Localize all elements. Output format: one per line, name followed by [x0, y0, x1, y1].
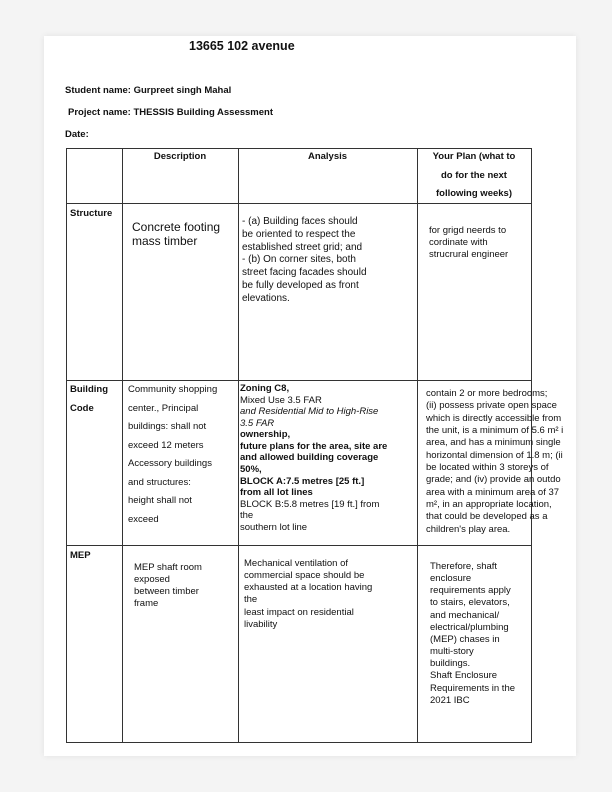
text-line: enclosure — [430, 573, 472, 585]
text-line: between timber — [134, 586, 199, 598]
header-plan — [417, 148, 531, 204]
text-line: that could be developed as a — [426, 511, 548, 523]
text-line: and structures: — [128, 476, 191, 488]
text-line: m², in an appropriate location, — [426, 499, 552, 511]
header-analysis: Analysis — [307, 151, 348, 162]
text-line: Shaft Enclosure — [430, 670, 498, 682]
text-line: to stairs, elevators, — [430, 597, 510, 609]
text-line: (ii) possess private open space — [426, 400, 557, 412]
text-line: exposed — [134, 574, 170, 586]
row-divider — [66, 545, 532, 546]
col-divider — [417, 148, 418, 743]
text-line: be oriented to respect the — [242, 228, 356, 240]
structure-description — [132, 220, 236, 249]
mep-plan — [430, 561, 530, 707]
structure-analysis — [242, 216, 414, 306]
text-line: exceed 12 meters — [128, 439, 204, 451]
text-line: area with a minimum area of 37 — [426, 486, 560, 498]
text-line: commercial space should be — [244, 570, 365, 582]
text-line: street facing facades should — [242, 267, 367, 279]
text-line: mass timber — [132, 234, 198, 249]
building-code-plan — [426, 388, 564, 536]
zoning-label: Zoning C8, — [240, 383, 290, 394]
text-line: future plans for the area, site are — [240, 440, 388, 452]
text-line: Mechanical ventilation of — [244, 558, 349, 569]
mep-analysis — [244, 558, 414, 631]
text-line: BLOCK A:7.5 metres [25 ft.] — [240, 475, 365, 487]
text-line: and allowed building coverage — [240, 452, 379, 464]
col-divider — [122, 148, 123, 743]
text-line: least impact on residential — [244, 606, 354, 618]
text-line: BLOCK B:5.8 metres [19 ft.] from — [240, 498, 380, 510]
row-label-building-code — [70, 381, 108, 418]
table-border-left — [66, 148, 67, 743]
text-line: exhausted at a location having — [244, 582, 373, 594]
text-line: buildings. — [430, 658, 471, 670]
header-plan-line: following weeks) — [435, 188, 512, 200]
col-divider — [238, 148, 239, 743]
text-line: Accessory buildings — [128, 458, 212, 470]
text-line: Mixed Use 3.5 FAR — [240, 394, 322, 406]
text-line: exceed — [128, 513, 159, 525]
text-line: - (b) On corner sites, both — [242, 254, 356, 266]
text-line: which is directly accessible from — [426, 412, 562, 424]
text-line: - (a) Building faces should — [242, 216, 358, 227]
text-line: Code — [70, 402, 94, 414]
date-label: Date: — [65, 129, 89, 140]
text-line: children's play area. — [426, 523, 511, 535]
text-line: 50%, — [240, 464, 262, 476]
text-line: cordinate with — [429, 237, 488, 249]
header-plan-line: Your Plan (what to — [432, 151, 516, 162]
header-plan-line: do for the next — [441, 169, 507, 181]
structure-plan — [429, 225, 529, 261]
text-line: Requirements in the — [430, 682, 516, 694]
text-line: 2021 IBC — [430, 694, 470, 706]
text-line: southern lot line — [240, 521, 308, 533]
text-line: be located within 3 storeys of — [426, 462, 549, 474]
building-code-description — [128, 381, 238, 529]
mep-description — [134, 562, 234, 611]
text-line: established street grid; and — [242, 241, 363, 253]
text-line: livability — [244, 618, 278, 630]
row-label-structure: Structure — [70, 208, 113, 219]
text-line: the unit, is a minimum of 5.6 m² i — [426, 425, 564, 437]
text-line: ownership, — [240, 429, 291, 441]
text-line: the — [240, 510, 254, 522]
text-line: from all lot lines — [240, 487, 313, 499]
text-line: requirements apply — [430, 585, 511, 597]
text-line: height shall not — [128, 495, 192, 507]
text-line: horizontal dimension of 1.8 m; (ii — [426, 449, 563, 461]
text-line: strucrural engineer — [429, 249, 509, 261]
text-line: Concrete footing — [132, 220, 221, 234]
text-line: multi-story — [430, 646, 474, 658]
header-description: Description — [153, 151, 207, 162]
project-name: Project name: THESSIS Building Assessment — [68, 107, 274, 118]
text-line: (MEP) chases in — [430, 633, 500, 645]
document-page — [44, 36, 576, 756]
text-line: area, and has a minimum single — [426, 437, 561, 449]
text-line: MEP shaft room — [134, 562, 202, 573]
text-line: buildings: shall not — [128, 421, 207, 433]
document-title: 13665 102 avenue — [189, 39, 295, 53]
text-line: center., Principal — [128, 402, 199, 414]
text-line: and mechanical/ — [430, 609, 500, 621]
building-code-analysis — [240, 383, 416, 534]
row-label-mep: MEP — [70, 550, 91, 561]
text-line: and Residential Mid to High-Rise — [240, 406, 379, 418]
text-line: elevations. — [242, 292, 290, 304]
text-line: the — [244, 594, 258, 606]
text-line: Community shopping — [128, 384, 218, 395]
text-line: contain 2 or more bedrooms; — [426, 388, 548, 399]
text-line: grade; and (iv) provide an outdo — [426, 474, 561, 486]
text-line: Therefore, shaft — [430, 561, 498, 572]
text-line: for grigd neerds to — [429, 225, 507, 236]
text-line: 3.5 FAR — [240, 417, 275, 429]
text-line: electrical/plumbing — [430, 621, 509, 633]
student-name: Student name: Gurpreet singh Mahal — [65, 85, 232, 96]
table-border-bottom — [66, 742, 532, 743]
text-line: frame — [134, 598, 159, 610]
text-line: be fully developed as front — [242, 279, 359, 291]
text-line: Building — [70, 384, 108, 395]
